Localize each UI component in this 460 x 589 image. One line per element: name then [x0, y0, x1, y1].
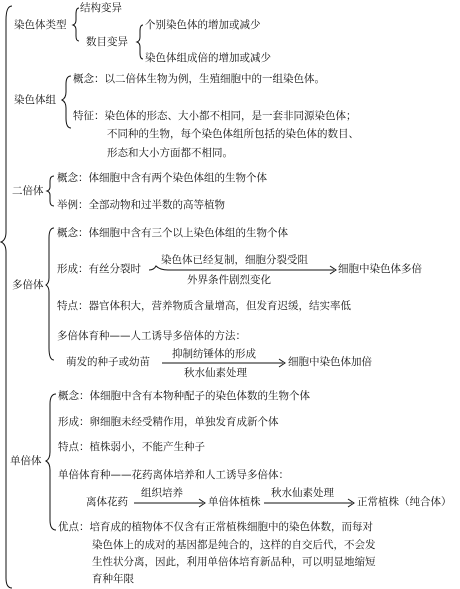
formation-arrow-line [149, 266, 334, 270]
breeding-result: 细胞中染色体加倍 [288, 356, 372, 368]
polyploid-feature: 特点：器官体积大，营养物质含量增高，但发育迟缓，结实率低 [57, 300, 351, 312]
formation-condition-bottom: 外界条件剧烈变化 [187, 274, 271, 286]
type-numerical: 数目变异 [86, 36, 128, 48]
haploid-feature: 特点：植株弱小，不能产生种子 [58, 441, 205, 453]
haploid-advantage-4: 育种年限 [92, 573, 134, 585]
haploid-concept: 概念：体细胞中含有本物种配子的染色体数的生物个体 [58, 390, 310, 402]
breeding-method-top: 抑制纺锤体的形成 [172, 348, 256, 360]
set-brace [62, 76, 71, 128]
haploid-step-3: 正常植株（纯合体） [357, 496, 452, 508]
formation-result: 细胞中染色体多倍 [338, 263, 422, 275]
haploid-advantage-2: 染色体上的成对的基因都是纯合的，这样的自交后代，不会发 [92, 539, 376, 551]
diploid-example: 举例：全部动物和过半数的高等植物 [57, 199, 225, 211]
haploid-brace [46, 394, 56, 530]
polyploid-formation: 形成：有丝分裂时 [57, 263, 141, 275]
diploid-concept: 概念：体细胞中含有两个染色体组的生物个体 [57, 172, 267, 184]
type-individual: 个别染色体的增加或减少 [145, 19, 261, 31]
numeric-brace [137, 25, 143, 59]
haploid-step-2: 单倍体植株 [208, 496, 261, 508]
type-label: 染色体类型 [14, 19, 67, 31]
haploid-label: 单倍体 [10, 455, 42, 467]
haploid-advantage-1: 优点：培育成的植物体不仅含有正常植株细胞中的染色体数，而每对 [58, 521, 373, 533]
diploid-label: 二倍体 [12, 185, 44, 197]
polyploid-concept: 概念：体细胞中含有三个以上染色体组的生物个体 [57, 227, 288, 239]
haploid-formation: 形成：卵细胞未经受精作用，单独发育成新个体 [58, 416, 279, 428]
type-brace [73, 8, 79, 41]
breeding-source: 萌发的种子或幼苗 [66, 356, 150, 368]
haploid-breeding: 单倍体育种——花药离体培养和人工诱导多倍体： [58, 469, 289, 481]
type-structural: 结构变异 [80, 2, 122, 14]
breeding-method-bottom: 秋水仙素处理 [184, 367, 247, 379]
haploid-advantage-3: 生性状分离，因此，利用单倍体培育新品种，可以明显地缩短 [92, 556, 376, 568]
diploid-brace [47, 176, 54, 206]
type-set: 染色体组成倍的增加或减少 [145, 52, 271, 64]
haploid-step-1: 离体花药 [86, 496, 128, 508]
polyploid-breeding: 多倍体育种——人工诱导多倍体的方法： [57, 330, 246, 342]
polyploid-label: 多倍体 [12, 279, 44, 291]
set-concept: 概念：以二倍体生物为例，生殖细胞中的一组染色体。 [73, 73, 325, 85]
polyploid-brace [46, 228, 54, 360]
haploid-step-1-label: 组织培养 [141, 487, 183, 499]
main-brace [1, 6, 12, 588]
set-feature-2: 不同种的生物，每个染色体组所包括的染色体的数目、 [107, 128, 359, 140]
set-feature-3: 形态和大小方面都不相同。 [107, 147, 233, 159]
haploid-step-2-label: 秋水仙素处理 [271, 487, 334, 499]
set-feature-1: 特征：染色体的形态、大小都不相同，是一套非同源染色体； [73, 110, 357, 122]
set-label: 染色体组 [14, 94, 56, 106]
formation-condition-top: 染色体已经复制，细胞分裂受阻 [161, 254, 308, 266]
